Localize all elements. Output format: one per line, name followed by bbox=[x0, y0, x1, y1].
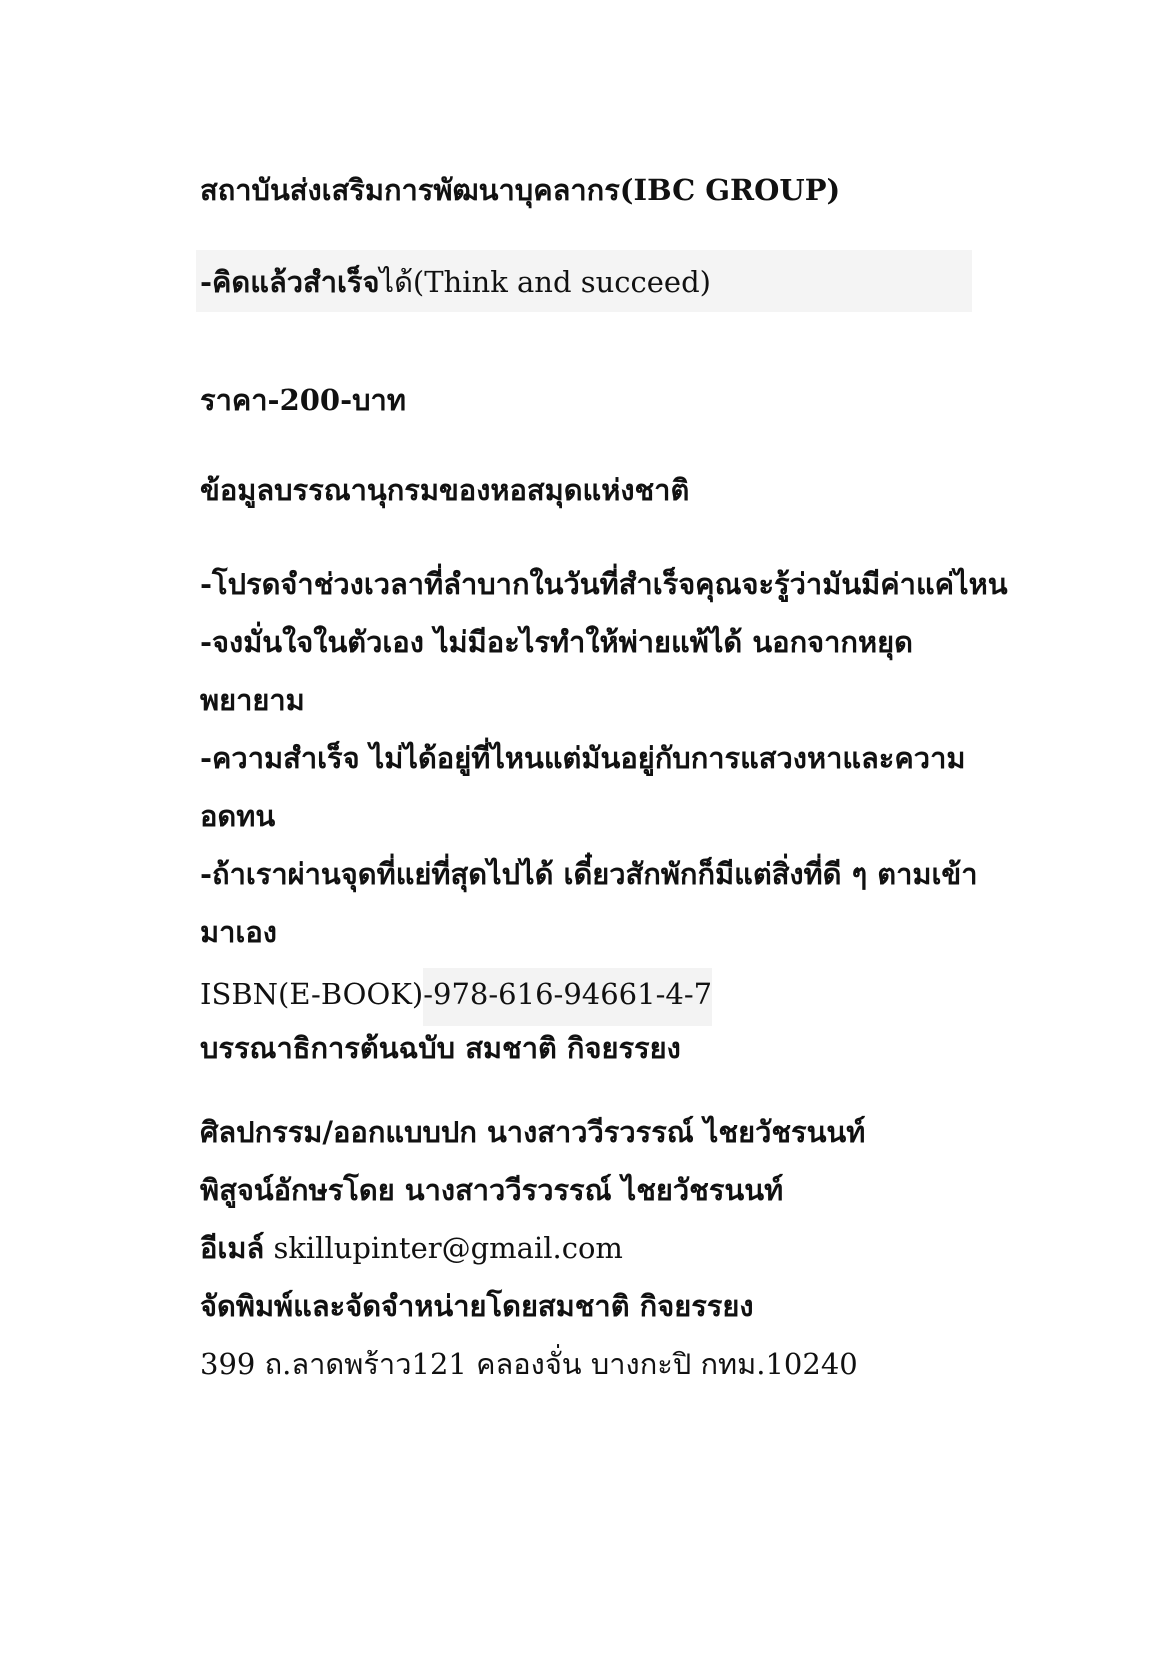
email-address: skillupinter@gmail.com bbox=[273, 1231, 623, 1265]
proof-credit: พิสูจน์อักษรโดย นางสาววีรวรรณ์ ไชยวัชรนนท์ bbox=[200, 1173, 784, 1207]
quote-line: -โปรดจำช่วงเวลาที่ลำบากในวันที่สำเร็จคุณจะรู้ว่ามันมีค่าแค่ไหน bbox=[200, 567, 1008, 601]
art-credit: ศิลปกรรม/ออกแบบปก นางสาววีรวรรณ์ ไชยวัชรนนท์ bbox=[200, 1115, 866, 1149]
quote-line: มาเอง bbox=[200, 915, 277, 949]
address: 399 ถ.ลาดพร้าว121 คลองจั่น บางกะปิ กทม.10240 bbox=[200, 1347, 858, 1381]
quote-line: อดทน bbox=[200, 799, 276, 833]
isbn-prefix: ISBN(E-BOOK) bbox=[200, 977, 424, 1011]
price: ราคา-200-บาท bbox=[200, 383, 406, 417]
email-label: อีเมล์ bbox=[200, 1231, 265, 1265]
isbn bbox=[200, 968, 712, 1026]
isbn-number: -978-616-94661-4-7 bbox=[423, 968, 712, 1026]
subtitle-plain: ได้(Think and succeed) bbox=[379, 265, 711, 299]
quote-line: -ถ้าเราผ่านจุดที่แย่ที่สุดไปได้ เดี๋ยวสักพักก็มีแต่สิ่งที่ดี ๆ ตามเข้า bbox=[200, 857, 978, 891]
page-title: สถาบันส่งเสริมการพัฒนาบุคลากร(IBC GROUP) bbox=[200, 173, 841, 207]
publisher: จัดพิมพ์และจัดจำหน่ายโดยสมชาติ กิจยรรยง bbox=[200, 1289, 754, 1323]
editor: บรรณาธิการต้นฉบับ สมชาติ กิจยรรยง bbox=[200, 1031, 681, 1065]
quote-line: -จงมั่นใจในตัวเอง ไม่มีอะไรทำให้พ่ายแพ้ได้ นอกจากหยุด bbox=[200, 625, 913, 659]
subtitle-bold: -คิดแล้วสำเร็จ bbox=[200, 265, 380, 299]
library-heading: ข้อมูลบรรณานุกรมของหอสมุดแห่งชาติ bbox=[200, 473, 690, 507]
quote-line: -ความสำเร็จ ไม่ได้อยู่ที่ไหนแต่มันอยู่กับการแสวงหาและความ bbox=[200, 741, 966, 775]
subtitle bbox=[200, 260, 711, 304]
email bbox=[200, 1226, 623, 1270]
quote-line: พยายาม bbox=[200, 683, 305, 717]
